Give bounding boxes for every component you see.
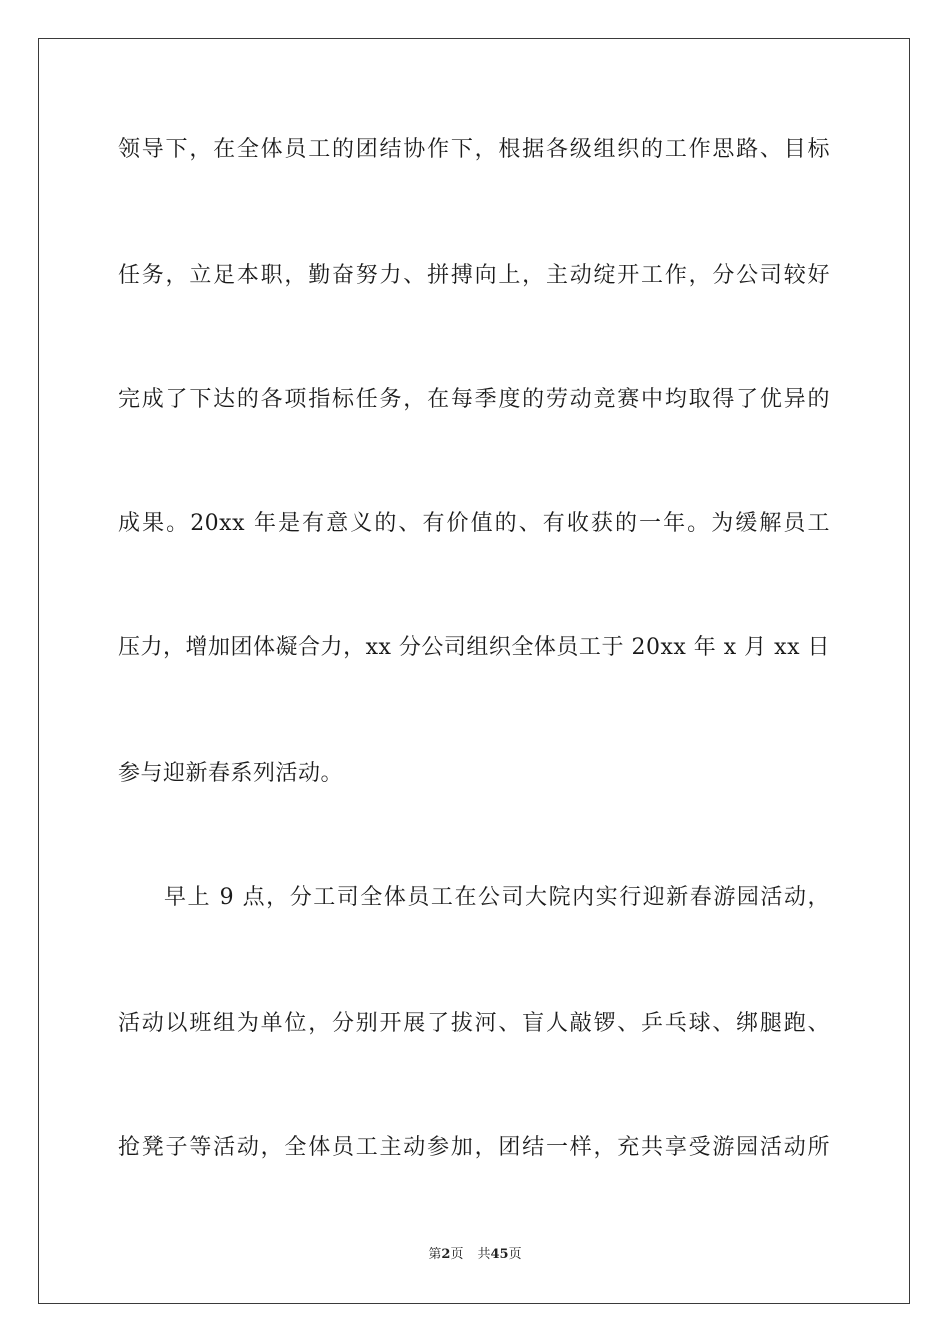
paragraph-line: 参与迎新春系列活动。 (118, 761, 344, 786)
paragraph-line: 任务，立足本职，勤奋努力、拼搏向上，主动绽开工作，分公司较好 (118, 263, 830, 288)
page-label-suffix: 页 (450, 1247, 464, 1262)
paragraph-line: 领导下，在全体员工的团结协作下，根据各级组织的工作思路、目标 (118, 137, 830, 162)
paragraph-line: 活动以班组为单位，分别开展了拔河、盲人敲锣、乒乓球、绑腿跑、 (118, 1011, 830, 1036)
page-number: 2 (441, 1247, 451, 1262)
paragraph-line: 压力，增加团体凝合力，xx 分公司组织全体员工于 20xx 年 x 月 xx 日 (118, 635, 830, 660)
paragraph-line: 早上 9 点，分工司全体员工在公司大院内实行迎新春游园活动， (164, 885, 830, 910)
total-label-prefix: 共 (477, 1247, 491, 1262)
paragraph-line: 完成了下达的各项指标任务，在每季度的劳动竞赛中均取得了优异的 (118, 387, 830, 412)
total-label-suffix: 页 (508, 1247, 522, 1262)
page-footer (0, 1246, 950, 1264)
total-pages: 45 (490, 1247, 509, 1262)
paragraph-line: 成果。20xx 年是有意义的、有价值的、有收获的一年。为缓解员工 (118, 511, 830, 536)
page-label-prefix: 第 (428, 1247, 442, 1262)
page-border (38, 38, 910, 1304)
paragraph-line: 抢凳子等活动，全体员工主动参加，团结一样，充共享受游园活动所 (118, 1135, 830, 1160)
